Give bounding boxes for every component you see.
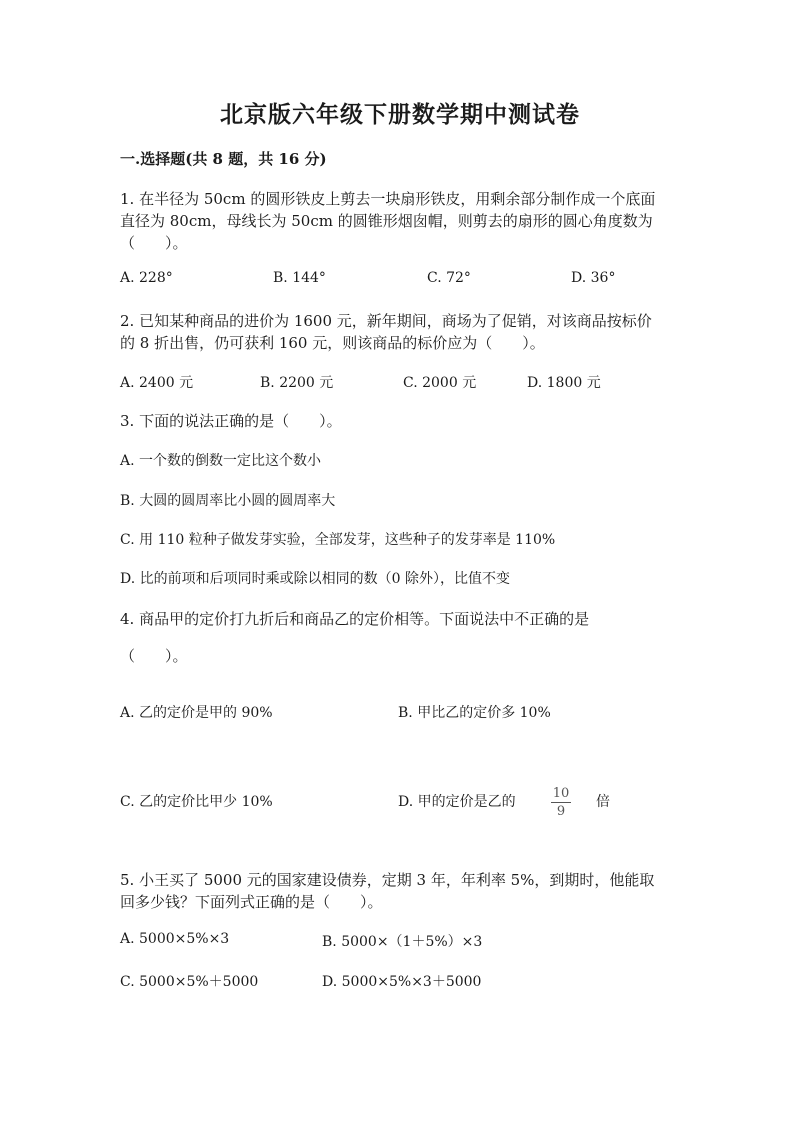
option-d-suffix: 倍 <box>596 794 610 810</box>
option-c: C. 乙的定价比甲少 10% <box>120 794 273 810</box>
option-d: D. 甲的定价是乙的 <box>398 794 516 810</box>
option-a: A. 2400 元 <box>120 375 194 391</box>
question-text-line: 回多少钱？下面列式正确的是（ ）。 <box>120 893 383 911</box>
fraction-denominator: 9 <box>556 804 566 819</box>
option-a: A. 228° <box>120 270 173 286</box>
question-text-line: （ ）。 <box>120 234 188 252</box>
option-d: D. 36° <box>571 270 616 286</box>
question-text-line: 4. 商品甲的定价打九折后和商品乙的定价相等。下面说法中不正确的是 <box>120 610 590 628</box>
option-b: B. 甲比乙的定价多 10% <box>398 705 551 721</box>
option-c: C. 72° <box>427 270 471 286</box>
option-b: B. 5000×（1＋5%）×3 <box>322 934 483 950</box>
option-a: A. 乙的定价是甲的 90% <box>120 705 273 721</box>
option-b: B. 大圆的圆周率比小圆的圆周率大 <box>120 493 336 509</box>
option-d: D. 1800 元 <box>527 375 601 391</box>
fraction-numerator: 10 <box>552 786 570 801</box>
question-text-line: 3. 下面的说法正确的是（ ）。 <box>120 412 342 430</box>
option-d: D. 比的前项和后项同时乘或除以相同的数（0 除外），比值不变 <box>120 571 510 587</box>
question-text-line: 的 8 折出售，仍可获利 160 元，则该商品的标价应为（ ）。 <box>120 334 545 352</box>
option-a: A. 5000×5%×3 <box>120 931 230 947</box>
page-title: 北京版六年级下册数学期中测试卷 <box>220 101 580 128</box>
option-c: C. 用 110 粒种子做发芽实验，全部发芽，这些种子的发芽率是 110% <box>120 532 556 548</box>
option-b: B. 144° <box>273 270 326 286</box>
question-text-line: 直径为 80cm，母线长为 50cm 的圆锥形烟囱帽，则剪去的扇形的圆心角度数为 <box>120 212 653 230</box>
option-a: A. 一个数的倒数一定比这个数小 <box>120 453 322 469</box>
fraction <box>551 786 571 819</box>
option-c: C. 5000×5%＋5000 <box>120 974 259 990</box>
question-text-line: 1. 在半径为 50cm 的圆形铁皮上剪去一块扇形铁皮，用剩余部分制作成一个底面 <box>120 190 656 208</box>
option-b: B. 2200 元 <box>260 375 334 391</box>
option-d: D. 5000×5%×3＋5000 <box>322 974 482 990</box>
question-text-line: 2. 已知某种商品的进价为 1600 元，新年期间，商场为了促销，对该商品按标价 <box>120 312 652 330</box>
section-title: 一.选择题(共 8 题，共 16 分) <box>120 150 327 168</box>
question-text-line: 5. 小王买了 5000 元的国家建设债券，定期 3 年，年利率 5%，到期时，他能取 <box>120 871 655 889</box>
option-c: C. 2000 元 <box>403 375 477 391</box>
question-text-line: （ ）。 <box>120 647 188 665</box>
